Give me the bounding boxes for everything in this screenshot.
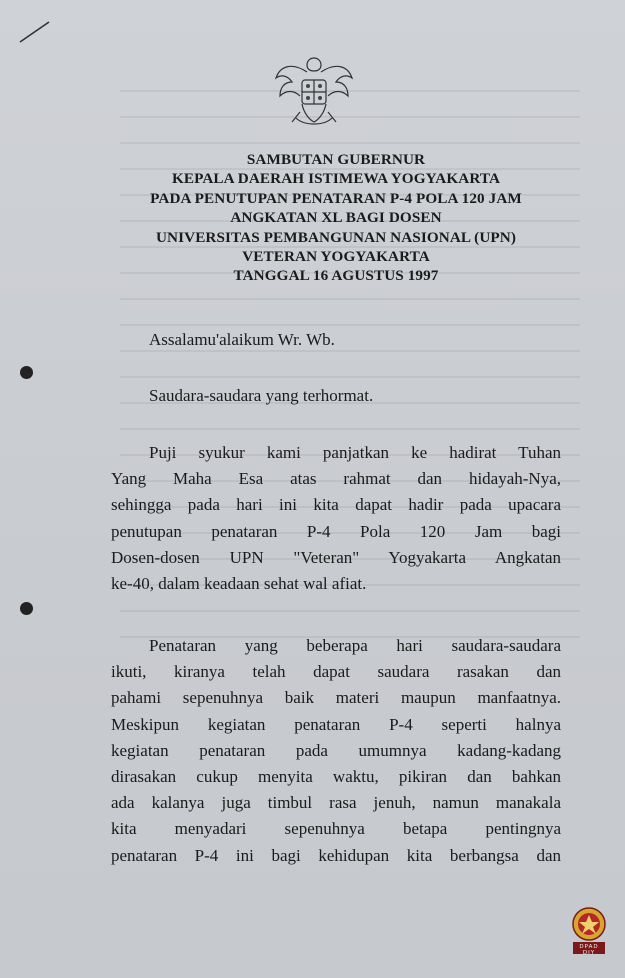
title-line-5: UNIVERSITAS PEMBANGUNAN NASIONAL (UPN) (155, 228, 517, 246)
paragraph-line: kegiatan penataran pada umumnya kadang-kadang (111, 740, 561, 760)
paragraph-line: penutupan penataran P-4 Pola 120 Jam bagi (111, 521, 561, 541)
paragraph-line: Penataran yang beberapa hari saudara-saudara (149, 636, 561, 655)
paragraph-line: Meskipun kegiatan penataran P-4 seperti halnya (111, 714, 561, 734)
salutation: Saudara-saudara yang terhormat. (149, 386, 374, 405)
seal-text-line-2: DIY (582, 950, 596, 956)
title-line-2: KEPALA DAERAH ISTIMEWA YOGYAKARTA (171, 170, 501, 188)
speech-title (100, 150, 572, 286)
paragraph-line: kita menyadari sepenuhnya betapa pentingnya (111, 819, 561, 839)
paragraph-1 (111, 440, 561, 597)
paragraph-line: Puji syukur kami panjatkan ke hadirat Tuhan (149, 443, 561, 462)
greeting: Assalamu'alaikum Wr. Wb. (149, 330, 335, 349)
title-line-7: TANGGAL 16 AGUSTUS 1997 (233, 267, 439, 285)
paragraph-line: dirasakan cukup menyita waktu, pikiran dan bahkan (111, 767, 561, 787)
paragraph-line: pahami sepenuhnya baik materi maupun manfaatnya. (111, 688, 561, 708)
paragraph-line: ikuti, kiranya telah dapat saudara rasakan dan (111, 662, 561, 682)
title-line-3: PADA PENUTUPAN PENATARAN P-4 POLA 120 JAM (150, 189, 522, 207)
title-line-6: VETERAN YOGYAKARTA (242, 248, 430, 266)
punch-hole-bottom (20, 602, 33, 615)
title-line-4: ANGKATAN XL BAGI DOSEN (230, 209, 442, 227)
punch-hole-top (20, 366, 33, 379)
paragraph-line: penataran P-4 ini bagi kehidupan kita berbangsa dan (111, 845, 561, 865)
paragraph-line: ada kalanya juga timbul rasa jenuh, namun manakala (111, 793, 561, 813)
paragraph-2 (111, 633, 561, 869)
paragraph-line: Dosen-dosen UPN "Veteran" Yogyakarta Angkatan (111, 547, 561, 567)
paragraph-line: ke-40, dalam keadaan sehat wal afiat. (111, 574, 367, 594)
title-line-1: SAMBUTAN GUBERNUR (246, 151, 426, 168)
paragraph-line: sehingga pada hari ini kita dapat hadir pada upacara (111, 495, 561, 515)
paragraph-line: Yang Maha Esa atas rahmat dan hidayah-Nya, (111, 469, 561, 489)
seal-caption (571, 944, 607, 956)
garuda-emblem-icon (272, 52, 356, 134)
pen-stroke-mark (18, 18, 52, 44)
seal-text-line-1: DPAD (579, 944, 599, 950)
